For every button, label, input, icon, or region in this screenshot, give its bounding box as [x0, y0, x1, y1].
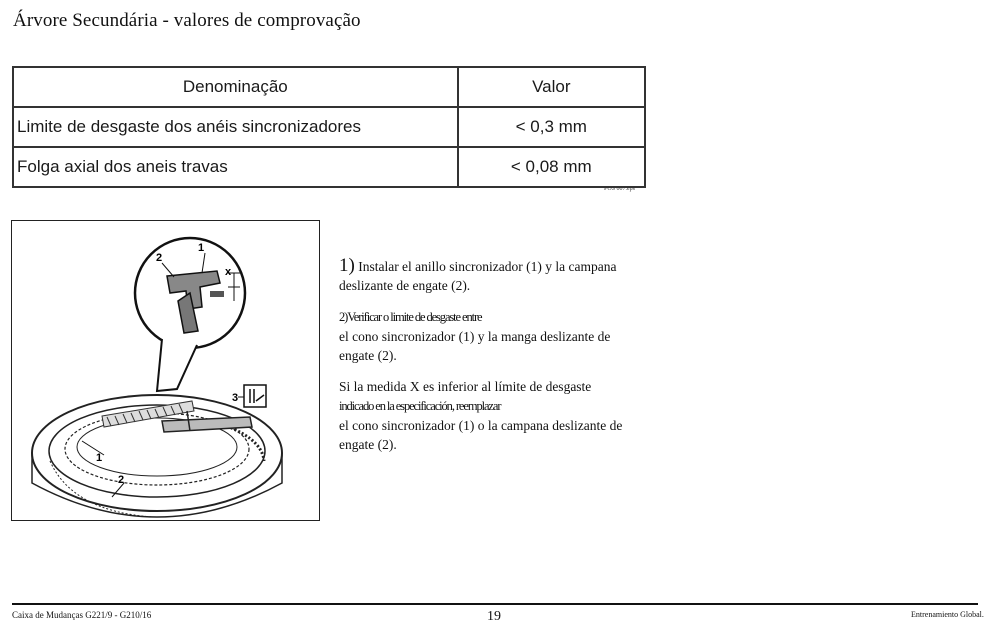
- step-2-text: el cono sincronizador (1) y la manga deslizante de engate (2).: [339, 329, 611, 363]
- column-header-denominacao: Denominação: [13, 67, 458, 107]
- step-1: [339, 256, 639, 295]
- footer-program-name: Entrenamiento Global.: [911, 610, 984, 619]
- synchronizer-diagram: [11, 220, 320, 521]
- page-title: Árvore Secundária - valores de comprovação: [13, 10, 361, 31]
- callout-2-ring: 2: [118, 474, 125, 486]
- step-2: [339, 307, 639, 365]
- table-row: [13, 147, 645, 187]
- footer-divider: [12, 603, 978, 605]
- measurement-symbol-icon: [244, 385, 266, 407]
- step-3-line-2: indicado en la especificación, reemplazar: [339, 399, 501, 413]
- callout-x: x: [225, 266, 232, 278]
- figure-reference: POS 007.eps: [604, 186, 636, 192]
- instructions-block: [339, 256, 639, 466]
- row-name: Limite de desgaste dos anéis sincronizadores: [13, 107, 458, 147]
- step-3-line-1: Si la medida X es inferior al límite de desgaste: [339, 379, 592, 394]
- callout-1-detail: 1: [198, 242, 205, 254]
- magnifier-detail-drawing: [135, 238, 245, 391]
- spec-table: [12, 66, 646, 188]
- step-3: [339, 377, 639, 454]
- table-header-row: [13, 67, 645, 107]
- row-value: < 0,08 mm: [458, 147, 645, 187]
- step-1-number: 1): [339, 255, 355, 276]
- step-3-line-3: el cono sincronizador (1) o la campana deslizante de engate (2).: [339, 418, 623, 452]
- footer-document-title: Caixa de Mudanças G221/9 - G210/16: [12, 610, 152, 620]
- step-2-heading: 2)Verificar o limite de desgaste entre: [339, 310, 482, 324]
- callout-3: 3: [232, 392, 239, 404]
- table-row: [13, 107, 645, 147]
- row-name: Folga axial dos aneis travas: [13, 147, 458, 187]
- step-1-text: Instalar el anillo sincronizador (1) y la campana deslizante de engate (2).: [339, 259, 617, 293]
- page-number: 19: [487, 609, 501, 624]
- column-header-valor: Valor: [458, 67, 645, 107]
- callout-2-detail: 2: [156, 252, 163, 264]
- row-value: < 0,3 mm: [458, 107, 645, 147]
- callout-1-ring: 1: [96, 452, 103, 464]
